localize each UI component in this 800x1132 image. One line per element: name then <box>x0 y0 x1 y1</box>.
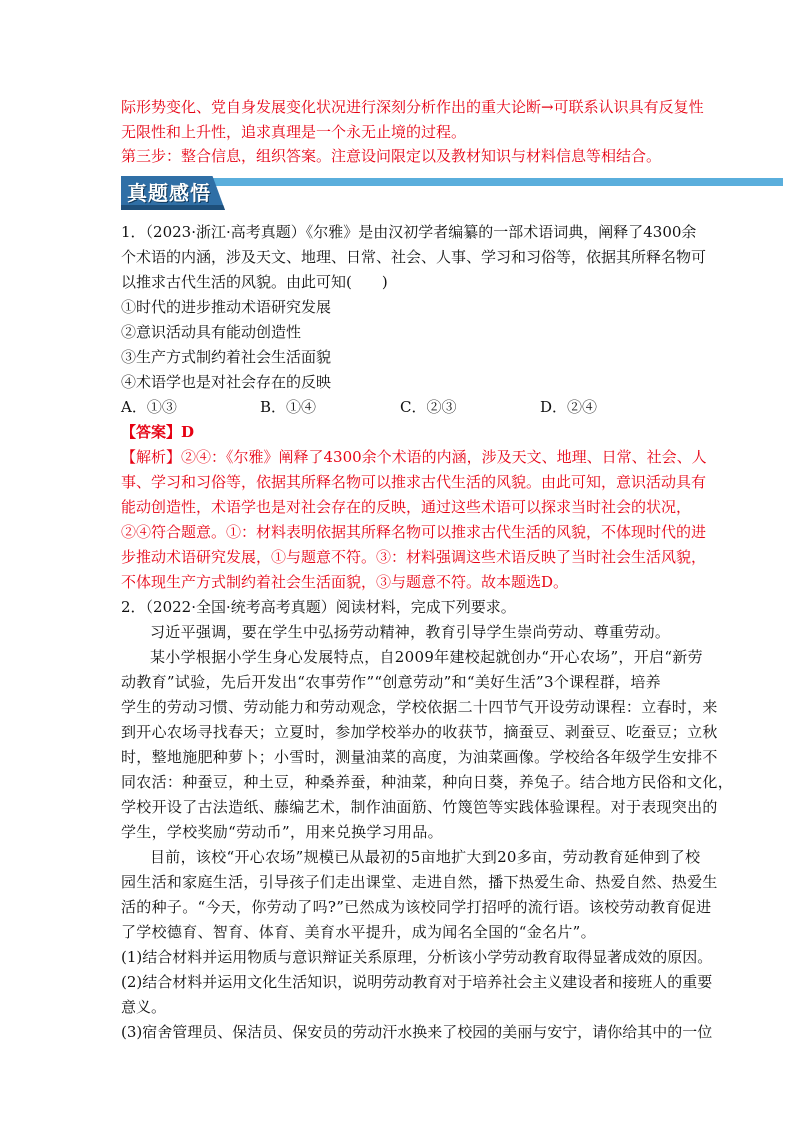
q1-statement-4: ④术语学也是对社会存在的反映 <box>121 373 332 391</box>
q1-stem-line-1: 1．（2023·浙江·高考真题）《尔雅》是由汉初学者编纂的一部术语词典，阐释了4300余 <box>121 223 697 241</box>
q2-stem: 2．（2022·全国·统考高考真题）阅读材料，完成下列要求。 <box>121 598 516 616</box>
q2-requirement-2: (2)结合材料并运用文化生活知识，说明劳动教育对于培养社会主义建设者和接班人的重要 <box>121 973 713 991</box>
q2-material-p2-line-1: 某小学根据小学生身心发展特点，自2009年建校起就创办“开心农场”，开启“新劳 <box>150 648 703 666</box>
q2-material-p3-line-2: 园生活和家庭生活，引导孩子们走出课堂、走进自然，播下热爱生命、热爱自然、热爱生 <box>121 873 718 891</box>
q1-analysis-line-3: 能动创造性，术语学也是对社会存在的反映，通过这些术语可以探求当时社会的状况， <box>121 498 692 516</box>
q2-requirement-3: (3)宿舍管理员、保洁员、保安员的劳动汗水换来了校园的美丽与安宁，请你给其中的一位 <box>121 1023 713 1041</box>
q2-material-p3-line-3: 活的种子。“今天，你劳动了吗?”已然成为该校同学打招呼的流行语。该校劳动教育促进 <box>121 898 712 916</box>
q2-material-p3-line-1: 目前，该校“开心农场”规模已从最初的5亩地扩大到20多亩，劳动教育延伸到了校 <box>150 848 701 866</box>
q1-option-d: D．②④ <box>540 398 598 416</box>
q2-material-p1: 习近平强调，要在学生中弘扬劳动精神，教育引导学生崇尚劳动、尊重劳动。 <box>150 623 671 641</box>
q1-statement-2: ②意识活动具有能动创造性 <box>121 323 302 341</box>
q1-analysis-line-2: 事、学习和习俗等，依据其所释名物可以推求古代生活的风貌。由此可知，意识活动具有 <box>121 473 707 491</box>
q1-analysis-line-1: 【解析】②④：《尔雅》阐释了4300余个术语的内涵，涉及天文、地理、日常、社会、人 <box>121 448 707 466</box>
intro-line-3: 第三步：整合信息，组织答案。注意设问限定以及教材知识与材料信息等相结合。 <box>121 147 662 165</box>
section-banner <box>121 176 783 210</box>
q2-material-p2-line-3: 学生的劳动习惯、劳动能力和劳动观念，学校依据二十四节气开设劳动课程：立春时，来 <box>121 698 718 716</box>
section-title: 真题感悟 <box>127 181 211 205</box>
q2-material-p2-line-4: 到开心农场寻找春天；立夏时，参加学校举办的收获节，摘蚕豆、剥蚕豆、吃蚕豆；立秋 <box>121 723 718 741</box>
q2-requirement-1: (1)结合材料并运用物质与意识辩证关系原理，分析该小学劳动教育取得显著成效的原因。 <box>121 948 713 966</box>
banner-stripe <box>121 178 783 186</box>
q1-statement-1: ①时代的进步推动术语研究发展 <box>121 298 332 316</box>
q1-analysis-line-5: 步推动术语研究发展，①与题意不符。③：材料强调这些术语反映了当时社会生活风貌， <box>121 548 707 566</box>
q2-requirement-2-cont: 意义。 <box>121 998 167 1016</box>
q1-option-b: B．①④ <box>260 398 317 416</box>
intro-line-2: 无限性和上升性，追求真理是一个永无止境的过程。 <box>121 123 467 141</box>
q1-stem-line-3: 以推求古代生活的风貌。由此可知( ) <box>121 273 388 291</box>
q1-statement-3: ③生产方式制约着社会生活面貌 <box>121 348 332 366</box>
q2-material-p2-line-2: 动教育”试验，先后开发出“农事劳作”“创意劳动”和“美好生活”3个课程群，培养 <box>121 673 661 691</box>
q2-material-p3-line-4: 了学校德育、智育、体育、美育水平提升，成为闻名全国的“金名片”。 <box>121 923 596 941</box>
q1-analysis-line-6: 不体现生产方式制约着社会生活面貌，③与题意不符。故本题选D。 <box>121 573 569 591</box>
q1-analysis-line-4: ②④符合题意。①：材料表明依据其所释名物可以推求古代生活的风貌，不体现时代的进 <box>121 523 707 541</box>
q1-option-c: C．②③ <box>400 398 457 416</box>
q2-material-p2-line-6: 同农活：种蚕豆，种土豆，种桑养蚕，种油菜，种向日葵，养兔子。结合地方民俗和文化， <box>121 773 734 791</box>
q1-option-a: A．①③ <box>121 398 177 416</box>
q1-stem-line-2: 个术语的内涵，涉及天文、地理、日常、社会、人事、学习和习俗等，依据其所释名物可 <box>121 248 707 266</box>
q1-answer: 【答案】D <box>121 423 195 441</box>
intro-line-1: 际形势变化、党自身发展变化状况进行深刻分析作出的重大论断→可联系认识具有反复性 <box>121 98 704 116</box>
q2-material-p2-line-7: 学校开设了古法造纸、藤编艺术，制作油面筋、竹篾笆等实践体验课程。对于表现突出的 <box>121 798 718 816</box>
q2-material-p2-line-5: 时，整地施肥种萝卜；小雪时，测量油菜的高度，为油菜画像。学校给各年级学生安排不 <box>121 748 718 766</box>
q2-material-p2-line-8: 学生，学校奖励“劳动币”，用来兑换学习用品。 <box>121 823 443 841</box>
